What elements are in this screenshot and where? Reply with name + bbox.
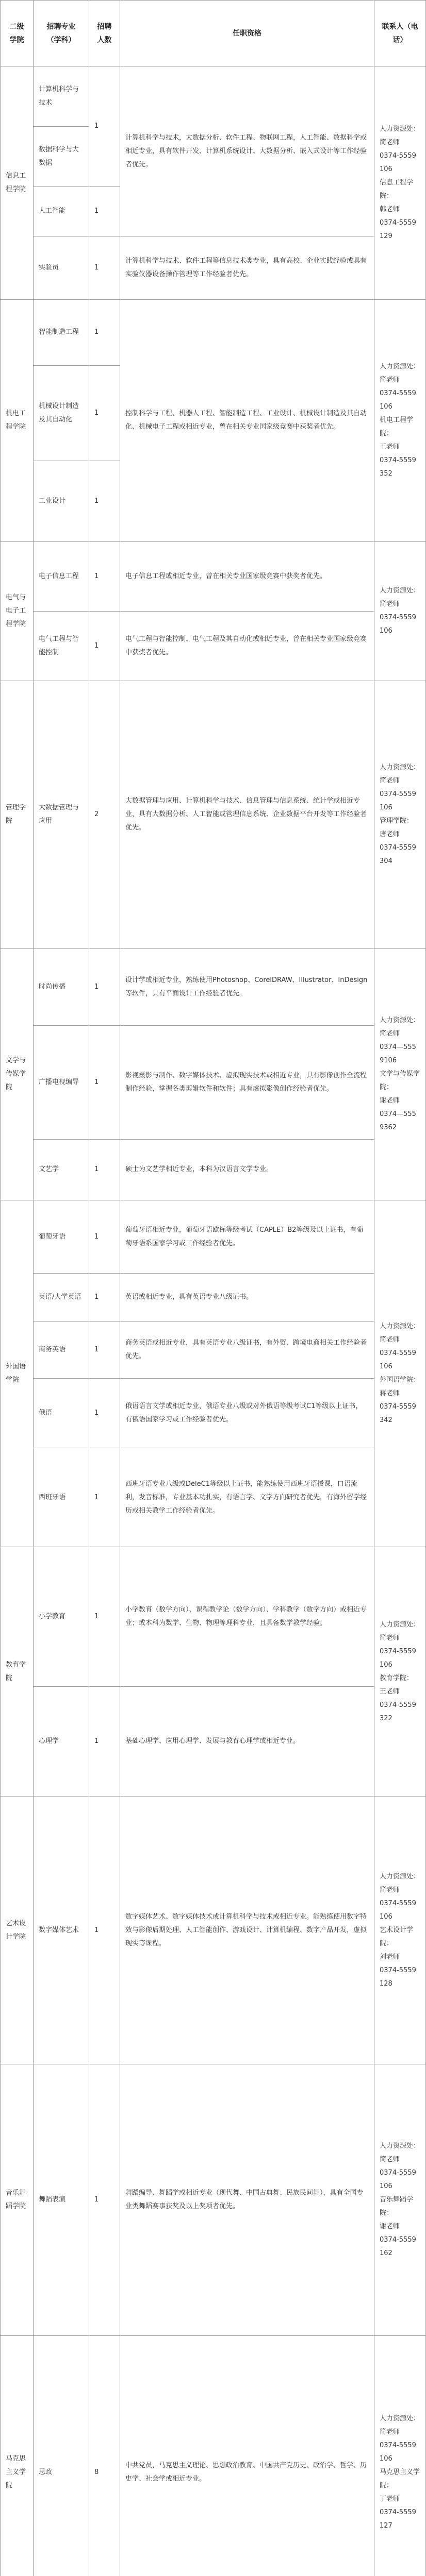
table-row — [1, 1378, 426, 1448]
college-cell: 信息工程学院 — [1, 66, 34, 300]
table-header-row — [1, 1, 426, 66]
major-cell: 文艺学 — [34, 1139, 89, 1200]
contact-text: 人力资源处： 简老师 0374-5559106 管理学院： 唐老师 0374-5559304 — [380, 764, 420, 866]
contact-cell — [374, 948, 426, 1200]
requirements-cell: 西班牙语专业八级或DeleC1等级以上证书，能熟练使用西班牙语授课，口语流利，发音标准，专业基本功扎实，有语言学、文学方向研究者优先，有海外留学经历或相关教学工作经验者优先。 — [120, 1448, 374, 1547]
count-cell: 1 — [89, 948, 120, 1025]
requirements-cell: 硕士为文艺学相近专业，本科为汉语言文学专业。 — [120, 1139, 374, 1200]
count-cell: 1 — [89, 1686, 120, 1797]
major-cell: 舞蹈表演 — [34, 2064, 89, 2335]
major-cell: 俄语 — [34, 1378, 89, 1448]
college-cell: 教育学院 — [1, 1547, 34, 1797]
requirements-cell: 葡萄牙语相近专业，葡萄牙语欧标等级考试（CAPLE）B2等级及以上证书，有葡萄牙语系国家学习或工作经验者优先。 — [120, 1200, 374, 1273]
requirements-cell: 基础心理学、应用心理学、发展与教育心理学或相近专业。 — [120, 1686, 374, 1797]
count-cell: 1 — [89, 187, 120, 236]
contact-cell — [374, 1797, 426, 2064]
major-cell: 葡萄牙语 — [34, 1200, 89, 1273]
contact-cell — [374, 1200, 426, 1547]
contact-text: 人力资源处： 简老师 0374-5559106 机电工程学院： 王老师 0374-5559352 — [380, 363, 420, 478]
major-cell: 机械设计制造及其自动化 — [34, 365, 89, 461]
requirements-cell: 舞蹈编导、舞蹈学或相近专业（现代舞、中国古典舞、民族民间舞），具有全国专业类舞蹈赛事获奖及以上奖项者优先。 — [120, 2064, 374, 2335]
major-cell: 数字媒体艺术 — [34, 1797, 89, 2064]
college-cell: 机电工程学院 — [1, 299, 34, 541]
table-row — [1, 1797, 426, 2064]
major-cell: 广播电视编导 — [34, 1026, 89, 1140]
contact-cell — [374, 541, 426, 681]
requirements-cell: 设计学或相近专业，熟练使用Photoshop、CorelDRAW、Illustrator、InDesign等软件，具有平面设计工作经验者优先。 — [120, 948, 374, 1025]
major-cell: 时尚传播 — [34, 948, 89, 1025]
table-row — [1, 611, 426, 681]
major-cell: 心理学 — [34, 1686, 89, 1797]
count-cell: 1 — [89, 1274, 120, 1321]
contact-cell — [374, 2064, 426, 2335]
table-row — [1, 948, 426, 1025]
major-cell: 电气工程与智能控制 — [34, 611, 89, 681]
header-requirements: 任职资格 — [120, 1, 374, 66]
major-cell: 计算机科学与技术 — [34, 66, 89, 127]
college-cell: 音乐舞蹈学院 — [1, 2064, 34, 2335]
contact-cell — [374, 1547, 426, 1797]
requirements-cell: 商务英语或相近专业，具有英语专业八级证书，有外贸、跨境电商相关工作经验者优先。 — [120, 1321, 374, 1378]
table-row — [1, 681, 426, 949]
major-cell: 工业设计 — [34, 461, 89, 542]
contact-text: 人力资源处： 简老师 0374-5559106 — [380, 587, 420, 635]
header-major: 招聘专业（学科） — [34, 1, 89, 66]
requirements-cell: 数字媒体艺术、数字媒体技术或计算机科学与技术或相近专业。能熟练使用数字特效与影像后期处理、人工智能创作、游戏设计、计算机编程、数字产品开发，虚拟现实等课程。 — [120, 1797, 374, 2064]
table-row — [1, 541, 426, 611]
contact-text: 人力资源处： 简老师 0374-5559106 外国语学院： 蒋老师 0374-5559342 — [380, 1323, 420, 1425]
requirements-cell: 控制科学与工程、机器人工程、智能制造工程、工业设计、机械设计制造及其自动化、机械电子工程或相近专业，曾在相关专业国家级竞赛中获奖者优先。 — [120, 299, 374, 541]
requirements-cell: 电子信息工程或相近专业，曾在相关专业国家级竞赛中获奖者优先。 — [120, 541, 374, 611]
table-row — [1, 1547, 426, 1686]
major-cell: 思政 — [34, 2335, 89, 2576]
major-cell: 人工智能 — [34, 187, 89, 236]
contact-text: 人力资源处： 简老师 0374-5559106 艺术设计学院： 刘老师 0374-5559128 — [380, 1872, 420, 1988]
count-cell: 8 — [89, 2335, 120, 2576]
table-row — [1, 1321, 426, 1378]
college-cell: 艺术设计学院 — [1, 1797, 34, 2064]
table-row — [1, 1448, 426, 1547]
major-cell: 大数据管理与应用 — [34, 681, 89, 949]
count-cell: 1 — [89, 2064, 120, 2335]
table-row — [1, 2064, 426, 2335]
table-row — [1, 236, 426, 299]
count-cell: 1 — [89, 1547, 120, 1686]
contact-cell — [374, 681, 426, 949]
header-count: 招聘人数 — [89, 1, 120, 66]
contact-text: 人力资源处： 简老师 0374-5559106 音乐舞蹈学院： 谢老师 0374-5559162 — [380, 2142, 420, 2257]
college-cell: 马克思主义学院 — [1, 2335, 34, 2576]
table-row — [1, 1274, 426, 1321]
count-cell: 1 — [89, 461, 120, 542]
major-cell: 小学教育 — [34, 1547, 89, 1686]
count-cell: 1 — [89, 299, 120, 365]
major-cell: 实验员 — [34, 236, 89, 299]
requirements-cell: 计算机科学与技术，大数据分析、软件工程、物联网工程，人工智能、数据科学或相近专业，具有软件开发、计算机系统设计、大数据分析、嵌入式设计等工作经验者优先。 — [120, 66, 374, 236]
requirements-cell: 中共党员，马克思主义理论、思想政治教育、中国共产党历史、政治学、哲学、历史学、社会学或相近专业。 — [120, 2335, 374, 2576]
contact-cell — [374, 66, 426, 300]
count-cell: 1 — [89, 1448, 120, 1547]
count-cell: 1 — [89, 541, 120, 611]
contact-text: 人力资源处： 简老师 0374-5559106 信息工程学院： 韩老师 0374-5559129 — [380, 125, 420, 240]
college-cell: 外国语学院 — [1, 1200, 34, 1547]
table-row — [1, 299, 426, 365]
college-cell: 电气与电子工程学院 — [1, 541, 34, 681]
header-college: 二级学院 — [1, 1, 34, 66]
contact-cell — [374, 2335, 426, 2576]
table-row — [1, 1200, 426, 1273]
major-cell: 商务英语 — [34, 1321, 89, 1378]
major-cell: 电子信息工程 — [34, 541, 89, 611]
major-cell: 智能制造工程 — [34, 299, 89, 365]
count-cell: 1 — [89, 1139, 120, 1200]
count-cell: 1 — [89, 66, 120, 187]
count-cell: 1 — [89, 236, 120, 299]
requirements-cell: 大数据管理与应用、计算机科学与技术、信息管理与信息系统、统计学或相近专业，具有大数据分析、人工智能或管理信息系统、企业数据平台开发等工作经验者优先。 — [120, 681, 374, 949]
contact-text: 人力资源处： 简老师 0374-5559106 教育学院： 王老师 0374-5559322 — [380, 1620, 420, 1722]
count-cell: 1 — [89, 1026, 120, 1140]
table-row — [1, 66, 426, 127]
count-cell: 1 — [89, 1200, 120, 1273]
major-cell: 西班牙语 — [34, 1448, 89, 1547]
header-contact: 联系人（电话） — [374, 1, 426, 66]
requirements-cell: 英语或相近专业，具有英语专业八级证书。 — [120, 1274, 374, 1321]
count-cell: 1 — [89, 1797, 120, 2064]
count-cell: 1 — [89, 365, 120, 461]
table-row — [1, 2335, 426, 2576]
requirements-cell: 计算机科学与技术、软件工程等信息技术类专业，具有高校、企业实践经验或具有实验仪器设备操作管理等工作经验者优先。 — [120, 236, 374, 299]
table-row — [1, 1139, 426, 1200]
table-row — [1, 1686, 426, 1797]
major-cell: 数据科学与大数据 — [34, 126, 89, 187]
contact-text: 人力资源处： 简老师 0374—5559106 文学与传媒学院： 谢老师 0374—5559362 — [380, 1016, 420, 1132]
contact-text: 人力资源处： 简老师 0374-5559106 马克思主义学院： 丁老师 0374-5559127 — [380, 2414, 420, 2530]
count-cell: 2 — [89, 681, 120, 949]
requirements-cell: 小学教育（数学方向）、课程教学论（数学方向）、学科教学（数学方向）或相近专业；或本科为数学、生物、物理等理科专业，且具备数学教学经验。 — [120, 1547, 374, 1686]
college-cell: 文学与传媒学院 — [1, 948, 34, 1200]
requirements-cell: 俄语语言文学或相近专业，俄语专业八级或对外俄语等级考试C1等级以上证书，有俄语国家学习或工作经验者优先。 — [120, 1378, 374, 1448]
count-cell: 1 — [89, 611, 120, 681]
count-cell: 1 — [89, 1321, 120, 1378]
college-cell: 管理学院 — [1, 681, 34, 949]
count-cell: 1 — [89, 1378, 120, 1448]
requirements-cell: 影视摄影与制作、数字媒体技术、虚拟现实技术或相近专业，具有影像创作全流程制作经验，掌握各类剪辑软件和软件；具有虚拟影像创作经验者优先。 — [120, 1026, 374, 1140]
contact-cell — [374, 299, 426, 541]
requirements-cell: 电气工程与智能控制、电气工程及其自动化或相近专业，曾在相关专业国家级竞赛中获奖者优先。 — [120, 611, 374, 681]
table-row — [1, 1026, 426, 1140]
major-cell: 英语/大学英语 — [34, 1274, 89, 1321]
